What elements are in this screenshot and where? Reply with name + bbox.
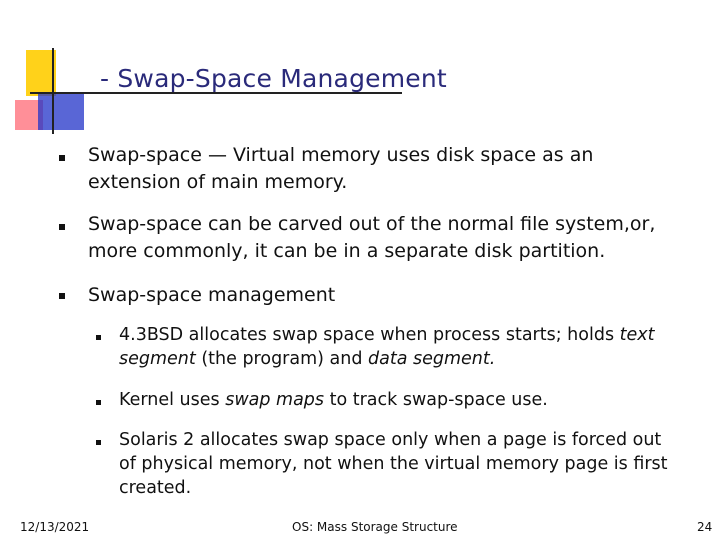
decor-blue-square	[38, 92, 84, 130]
bullet-1-text: Swap-space — Virtual memory uses disk space as an extension of main memory.	[88, 144, 594, 193]
bullet-2-text: Swap-space can be carved out of the normal file system,or, more commonly, it can be in a separate disk partition.	[88, 213, 656, 262]
bullet-square-icon	[59, 155, 65, 161]
page-number: 24	[697, 520, 713, 534]
sub-bullet-2-text: Kernel uses swap maps to track swap-space use.	[119, 390, 548, 410]
footer-title: OS: Mass Storage Structure	[292, 520, 458, 534]
sub-bullet-square-icon	[96, 440, 101, 445]
sub-bullet-1-text: 4.3BSD allocates swap space when process starts; holds text segment (the program) and data segment.	[119, 325, 655, 369]
bullet-square-icon	[59, 293, 65, 299]
slide-title: - Swap-Space Management	[100, 64, 447, 93]
sub-bullet-3-text: Solaris 2 allocates swap space only when a page is forced out of physical memory, not when the virtual memory page is first created.	[119, 430, 668, 498]
bullet-3-text: Swap-space management	[88, 284, 336, 306]
footer-date: 12/13/2021	[20, 520, 90, 534]
decor-vertical-line	[52, 48, 54, 134]
sub-bullet-square-icon	[96, 400, 101, 405]
bullet-square-icon	[59, 224, 65, 230]
sub-bullet-square-icon	[96, 335, 101, 340]
